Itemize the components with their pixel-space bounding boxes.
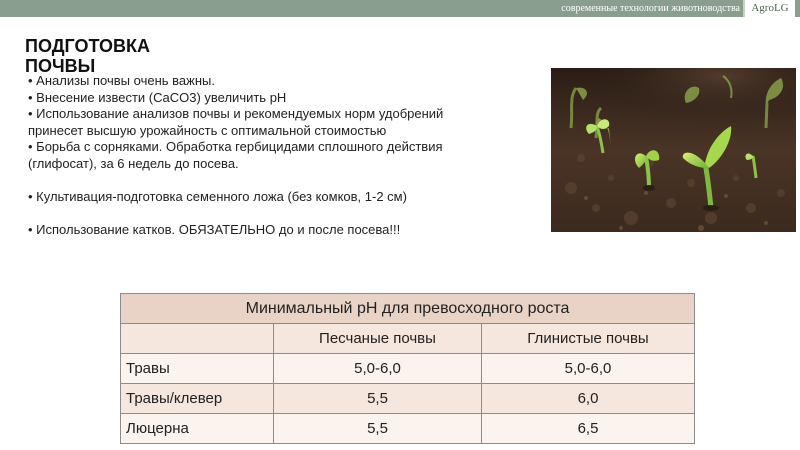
table-title-row — [121, 294, 695, 324]
bullet-line: • Внесение извести (CaCO3) увеличить pH — [28, 89, 287, 105]
page-title: ПОДГОТОВКА ПОЧВЫ — [25, 36, 151, 76]
table-title: Минимальный pH для превосходного роста — [121, 294, 695, 324]
table-column-header: Глинистые почвы — [482, 324, 695, 354]
table-column-header — [121, 324, 274, 354]
table-cell: 6,5 — [482, 414, 695, 444]
logo-text: AgroLG — [751, 2, 789, 14]
table-header-row — [121, 324, 695, 354]
table-cell: 5,0-6,0 — [274, 354, 482, 384]
table-cell: 5,5 — [274, 414, 482, 444]
top-bar — [0, 0, 800, 17]
table-row — [121, 384, 695, 414]
table-row — [121, 414, 695, 444]
table-cell: Травы — [121, 354, 274, 384]
bullet-list — [28, 73, 548, 238]
logo — [743, 0, 795, 17]
bullet-spacer — [28, 172, 548, 189]
bullet-line: • Анализы почвы очень важны. — [28, 73, 215, 88]
table-row — [121, 354, 695, 384]
seedlings-illustration — [551, 68, 796, 232]
table-column-header: Песчаные почвы — [274, 324, 482, 354]
table-cell: Травы/клевер — [121, 384, 274, 414]
table-cell: 6,0 — [482, 384, 695, 414]
bullet-line: • Культивация-подготовка семенного ложа (без комков, 1-2 см) — [28, 188, 407, 204]
bullet-line: • Использование катков. ОБЯЗАТЕЛЬНО до и после посева!!! — [28, 221, 401, 237]
table-cell: 5,5 — [274, 384, 482, 414]
ph-table — [120, 293, 695, 444]
bullet-line: (глифосат), за 6 недель до посева. — [28, 155, 239, 171]
table-cell: Люцерна — [121, 414, 274, 444]
seedlings-photo — [551, 68, 796, 232]
bullet-line: принесет высшую урожайность с оптимальной стоимостью — [28, 122, 387, 138]
bullet-spacer — [28, 205, 548, 222]
bullet-line: • Борьба с сорняками. Обработка гербицидами сплошного действия — [28, 139, 443, 154]
bullet-line: • Использование анализов почвы и рекомендуемых норм удобрений — [28, 106, 444, 121]
header-tagline: современные технологии животноводства — [561, 3, 740, 14]
table-cell: 5,0-6,0 — [482, 354, 695, 384]
